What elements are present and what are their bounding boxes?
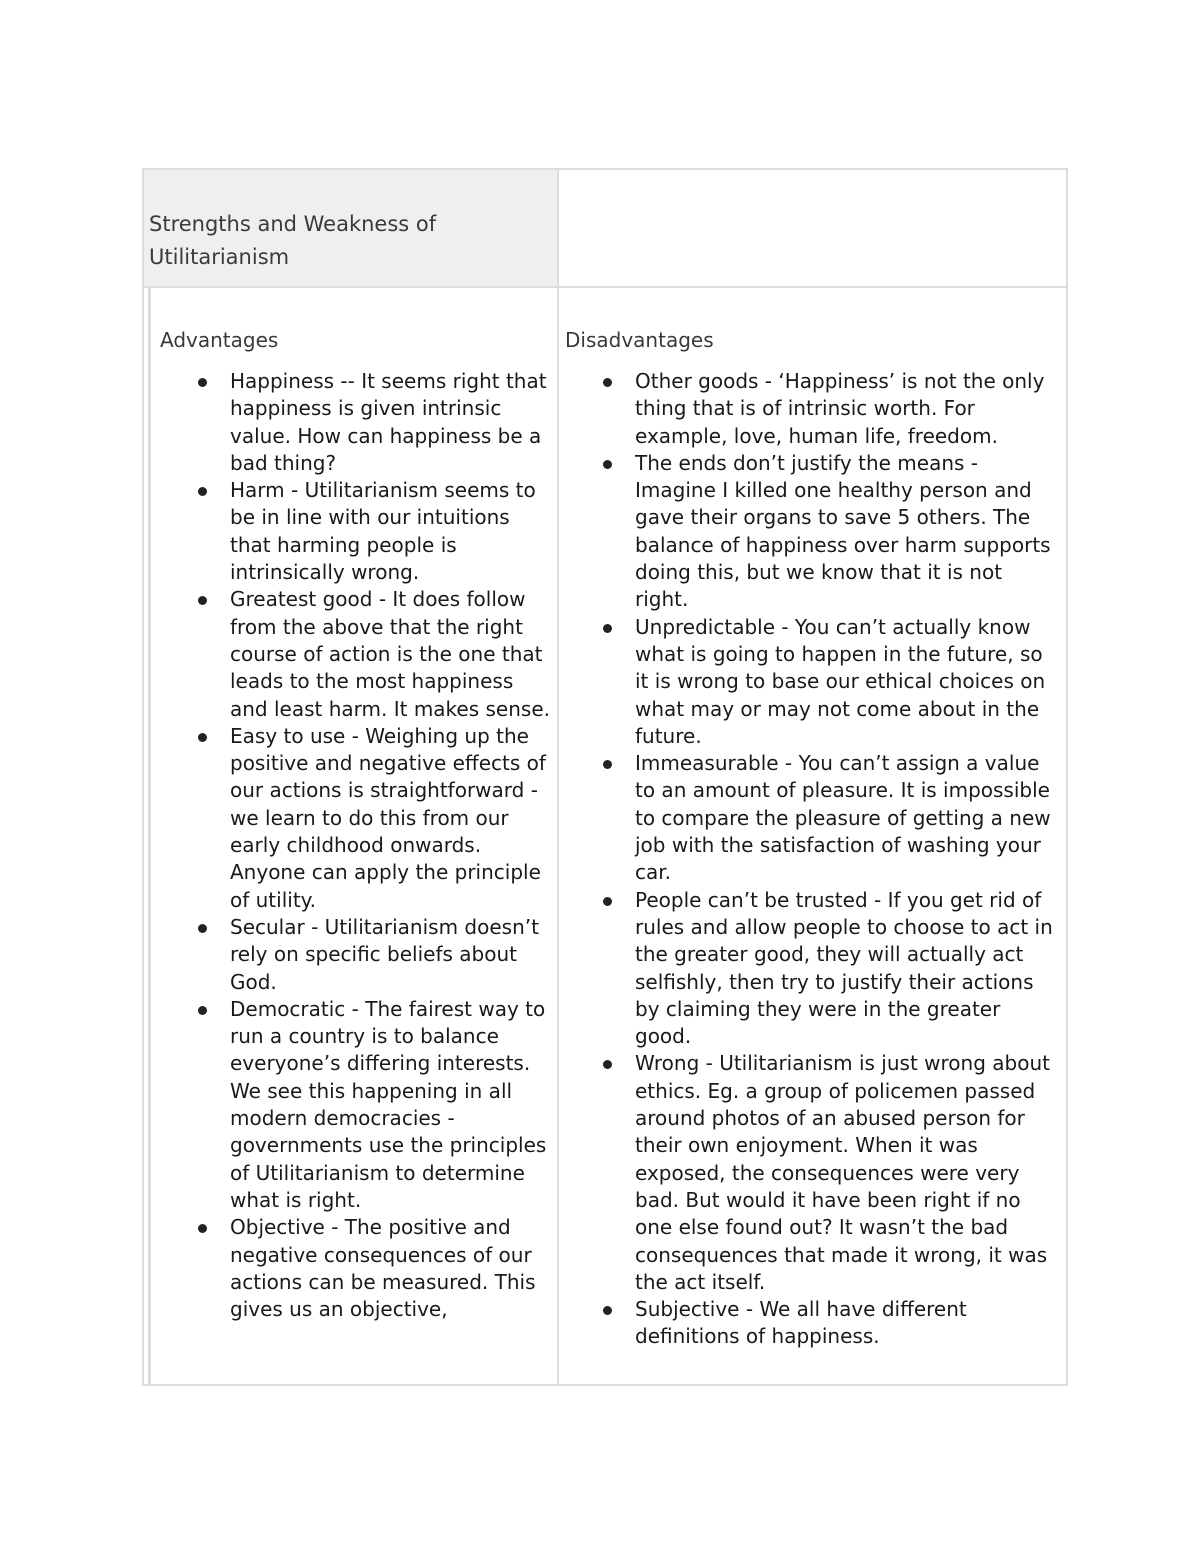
bullet-icon (603, 760, 612, 769)
list-item-text: Greatest good - It does follow from the above that the right course of action is the one that leads to the most happiness and least harm. It makes sense. (230, 587, 550, 721)
bullet-icon (603, 897, 612, 906)
list-item-text: Democratic - The fairest way to run a country is to balance everyone’s differing interests. We see this happening in all modern democracies - governments use the principles of Utilitarianism to determine what is right. (230, 996, 547, 1212)
list-item (160, 586, 556, 722)
list-item (565, 614, 1061, 750)
advantages-column (160, 326, 556, 1323)
list-item-text: Immeasurable - You can’t assign a value to an amount of pleasure. It is impossible to compare the pleasure of getting a new job with the satisfaction of washing your car. (635, 751, 1051, 885)
bullet-icon (198, 1224, 207, 1233)
list-item (160, 723, 556, 914)
list-item (565, 1296, 1061, 1351)
list-item (160, 1214, 556, 1323)
list-item (160, 477, 556, 586)
bullet-icon (603, 1306, 612, 1315)
list-item-text: Secular - Utilitarianism doesn’t rely on specific beliefs about God. (230, 914, 539, 994)
bullet-icon (198, 596, 207, 605)
list-item (160, 368, 556, 477)
list-item (565, 450, 1061, 614)
list-item (565, 887, 1061, 1051)
list-item-text: Happiness -- It seems right that happiness is given intrinsic value. How can happiness be a bad thing? (230, 369, 547, 475)
advantages-heading: Advantages (160, 328, 279, 352)
comparison-table (142, 168, 1068, 1386)
inner-border-bar (148, 288, 151, 1384)
list-item-text: Unpredictable - You can’t actually know what is going to happen in the future, so it is wrong to base our ethical choices on what may or may not come about in the future. (635, 614, 1046, 748)
list-item (160, 914, 556, 996)
advantages-list (160, 368, 556, 1323)
disadvantages-heading: Disadvantages (565, 328, 714, 352)
bullet-icon (603, 378, 612, 387)
row-divider (144, 286, 1066, 288)
bullet-icon (603, 460, 612, 469)
bullet-icon (198, 1006, 207, 1015)
bullet-icon (198, 378, 207, 387)
list-item (565, 1050, 1061, 1296)
table-header-cell (144, 170, 557, 286)
column-divider (557, 170, 559, 1384)
bullet-icon (198, 924, 207, 933)
disadvantages-list (565, 368, 1061, 1351)
list-item-text: Subjective - We all have different definitions of happiness. (635, 1297, 967, 1349)
disadvantages-column (565, 326, 1061, 1351)
list-item-text: Harm - Utilitarianism seems to be in line with our intuitions that harming people is intrinsically wrong. (230, 478, 536, 585)
list-item-text: Wrong - Utilitarianism is just wrong about ethics. Eg. a group of policemen passed around photos of an abused person for their own enjoyment. When it was exposed, the consequences were very bad. But would it have been right if no one else found out? It wasn’t the bad consequences that made it wrong, it was the act itself. (635, 1051, 1050, 1294)
list-item-text: People can’t be trusted - If you get rid of rules and allow people to choose to act in the greater good, they will actually act selfishly, then try to justify their actions by claiming they were in the greater good. (635, 887, 1053, 1049)
list-item (160, 996, 556, 1214)
bullet-icon (198, 733, 207, 742)
bullet-icon (198, 487, 207, 496)
list-item-text: The ends don’t justify the means - Imagine I killed one healthy person and gave their organs to save 5 others. The balance of happiness over harm supports doing this, but we know that it is not right. (635, 450, 1051, 612)
list-item-text: Other goods - ‘Happiness’ is not the only thing that is of intrinsic worth. For example, love, human life, freedom. (635, 369, 1045, 448)
list-item (565, 368, 1061, 450)
bullet-icon (603, 1060, 612, 1069)
list-item (565, 750, 1061, 886)
list-item-text: Easy to use - Weighing up the positive and negative effects of our actions is straightforward - we learn to do this from our early childhood onwards. Anyone can apply the principle of utility. (230, 723, 546, 912)
table-title: Strengths and Weakness of Utilitarianism (149, 212, 437, 269)
list-item-text: Objective - The positive and negative consequences of our actions can be measured. This gives us an objective, (230, 1215, 536, 1322)
bullet-icon (603, 624, 612, 633)
